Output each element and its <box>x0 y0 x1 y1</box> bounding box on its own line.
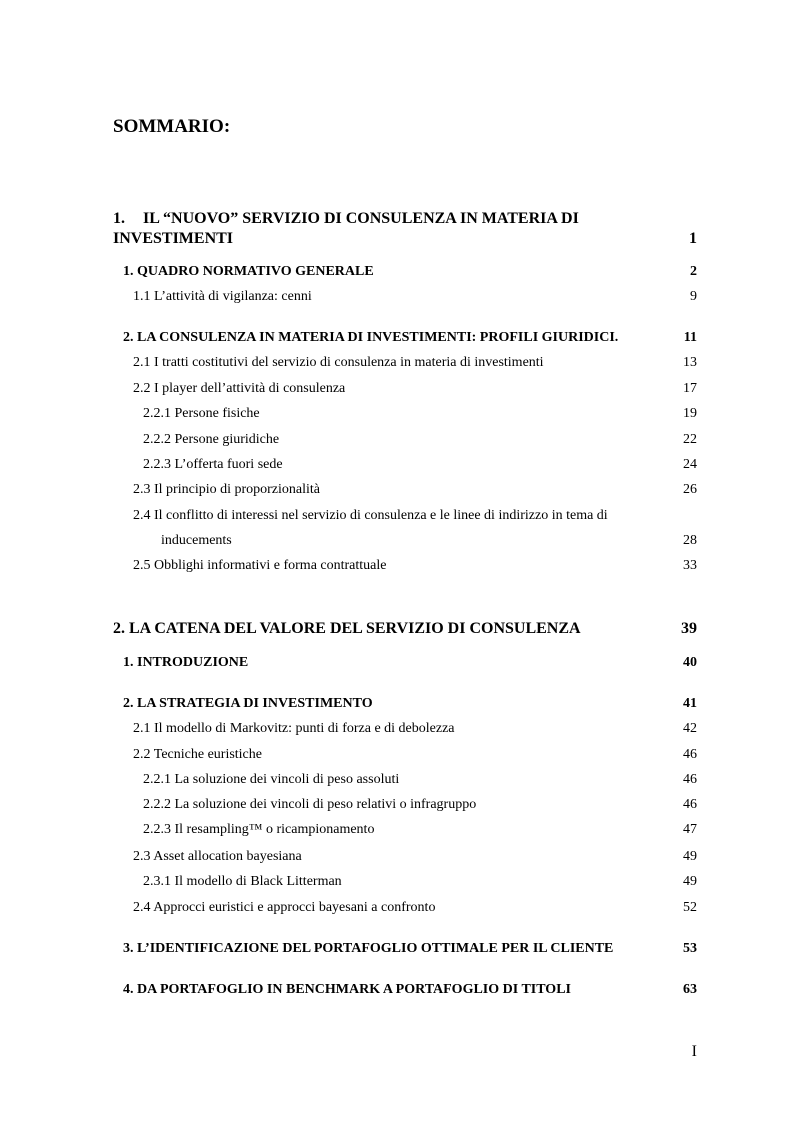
toc-chapter-2[interactable] <box>0 620 793 640</box>
toc-entry[interactable] <box>0 941 793 961</box>
toc-entry[interactable] <box>0 822 793 842</box>
toc-page-number: 24 <box>683 457 697 472</box>
toc-entry[interactable] <box>0 797 793 817</box>
chapter-title: 2. LA CATENA DEL VALORE DEL SERVIZIO DI CONSULENZA <box>113 620 581 637</box>
toc-entry[interactable] <box>0 721 793 741</box>
toc-page-number: 22 <box>683 432 697 447</box>
toc-entry-title: 3. L’IDENTIFICAZIONE DEL PORTAFOGLIO OTTIMALE PER IL CLIENTE <box>123 941 614 956</box>
toc-page-number: 63 <box>683 982 697 997</box>
toc-entry[interactable] <box>0 772 793 792</box>
toc-entry[interactable] <box>0 982 793 1002</box>
toc-entry[interactable] <box>0 482 793 502</box>
toc-entry[interactable] <box>0 508 793 528</box>
toc-chapter-1[interactable] <box>0 210 793 230</box>
chapter-number: 1. <box>113 210 125 227</box>
page-number: I <box>691 1043 697 1060</box>
toc-entry[interactable] <box>0 655 793 675</box>
toc-entry-title: 2.2 I player dell’attività di consulenza <box>133 381 346 396</box>
toc-page-number: 52 <box>683 900 697 915</box>
chapter-title-line2: INVESTIMENTI <box>113 230 234 247</box>
toc-page-number: 26 <box>683 482 697 497</box>
toc-entry[interactable] <box>0 900 793 920</box>
toc-page-number: 40 <box>683 655 697 670</box>
toc-chapter-1-cont[interactable] <box>0 230 793 250</box>
toc-entry[interactable] <box>0 747 793 767</box>
toc-entry-title: 1. QUADRO NORMATIVO GENERALE <box>123 264 374 279</box>
toc-entry-title: 2.2.3 L’offerta fuori sede <box>143 457 283 472</box>
toc-entry[interactable] <box>0 381 793 401</box>
toc-page-number: 47 <box>683 822 697 837</box>
toc-entry[interactable] <box>0 264 793 284</box>
toc-page-number: 1 <box>689 230 697 247</box>
toc-entry-title: 2.3 Il principio di proporzionalità <box>133 482 321 497</box>
toc-entry-title: 2.4 Approcci euristici e approcci bayesani a confronto <box>133 900 436 915</box>
toc-entry[interactable] <box>0 696 793 716</box>
toc-page-number: 46 <box>683 772 697 787</box>
toc-entry-title: 1. INTRODUZIONE <box>123 655 249 670</box>
toc-entry-title: 4. DA PORTAFOGLIO IN BENCHMARK A PORTAFOGLIO DI TITOLI <box>123 982 571 997</box>
toc-entry-title: 2. LA CONSULENZA IN MATERIA DI INVESTIMENTI: PROFILI GIURIDICI. <box>123 330 619 345</box>
toc-page-number: 28 <box>683 533 697 548</box>
toc-entry-title-line1: 2.4 Il conflitto di interessi nel servizio di consulenza e le linee di indirizzo in tema di <box>133 508 608 523</box>
toc-page-number: 46 <box>683 747 697 762</box>
toc-page-number: 13 <box>683 355 697 370</box>
page-title: SOMMARIO: <box>113 116 231 137</box>
toc-page-number: 19 <box>683 406 697 421</box>
toc-page-number: 39 <box>681 620 697 637</box>
toc-entry-title: 2.5 Obblighi informativi e forma contrattuale <box>133 558 387 573</box>
toc-page-number: 2 <box>690 264 697 279</box>
toc-entry[interactable] <box>0 457 793 477</box>
toc-page-number: 41 <box>683 696 697 711</box>
toc-entry-title: 2.2.2 Persone giuridiche <box>143 432 280 447</box>
toc-page-number: 46 <box>683 797 697 812</box>
toc-entry-title: 2. LA STRATEGIA DI INVESTIMENTO <box>123 696 373 711</box>
toc-page-number: 42 <box>683 721 697 736</box>
toc-entry-title: 2.2 Tecniche euristiche <box>133 747 262 762</box>
chapter-title-line1: IL “NUOVO” SERVIZIO DI CONSULENZA IN MATERIA DI <box>143 210 579 227</box>
toc-entry-title: 2.1 I tratti costitutivi del servizio di consulenza in materia di investimenti <box>133 355 544 370</box>
toc-entry[interactable] <box>0 330 793 350</box>
toc-page-number: 49 <box>683 849 697 864</box>
toc-page-number: 11 <box>683 330 697 345</box>
toc-page-number: 17 <box>683 381 697 396</box>
toc-entry-title: 2.1 Il modello di Markovitz: punti di forza e di debolezza <box>133 721 455 736</box>
toc-entry-title: 2.3 Asset allocation bayesiana <box>133 849 302 864</box>
toc-entry[interactable] <box>0 289 793 309</box>
toc-entry-title: 2.2.1 La soluzione dei vincoli di peso assoluti <box>143 772 400 787</box>
toc-entry[interactable] <box>0 558 793 578</box>
toc-entry-title: 2.3.1 Il modello di Black Litterman <box>143 874 342 889</box>
toc-entry[interactable] <box>0 432 793 452</box>
toc-entry-title: 1.1 L’attività di vigilanza: cenni <box>133 289 312 304</box>
toc-page-number: 49 <box>683 874 697 889</box>
toc-entry-title: 2.2.1 Persone fisiche <box>143 406 260 421</box>
toc-entry[interactable] <box>0 849 793 869</box>
toc-entry-title: 2.2.3 Il resampling™ o ricampionamento <box>143 822 375 837</box>
toc-page-number: 33 <box>683 558 697 573</box>
toc-entry[interactable] <box>0 406 793 426</box>
toc-entry-title-line2: inducements <box>161 533 232 548</box>
toc-page-number: 53 <box>683 941 697 956</box>
toc-entry-title: 2.2.2 La soluzione dei vincoli di peso relativi o infragruppo <box>143 797 477 812</box>
toc-entry-cont[interactable] <box>0 533 793 553</box>
toc-entry[interactable] <box>0 874 793 894</box>
toc-page-number: 9 <box>690 289 697 304</box>
toc-entry[interactable] <box>0 355 793 375</box>
